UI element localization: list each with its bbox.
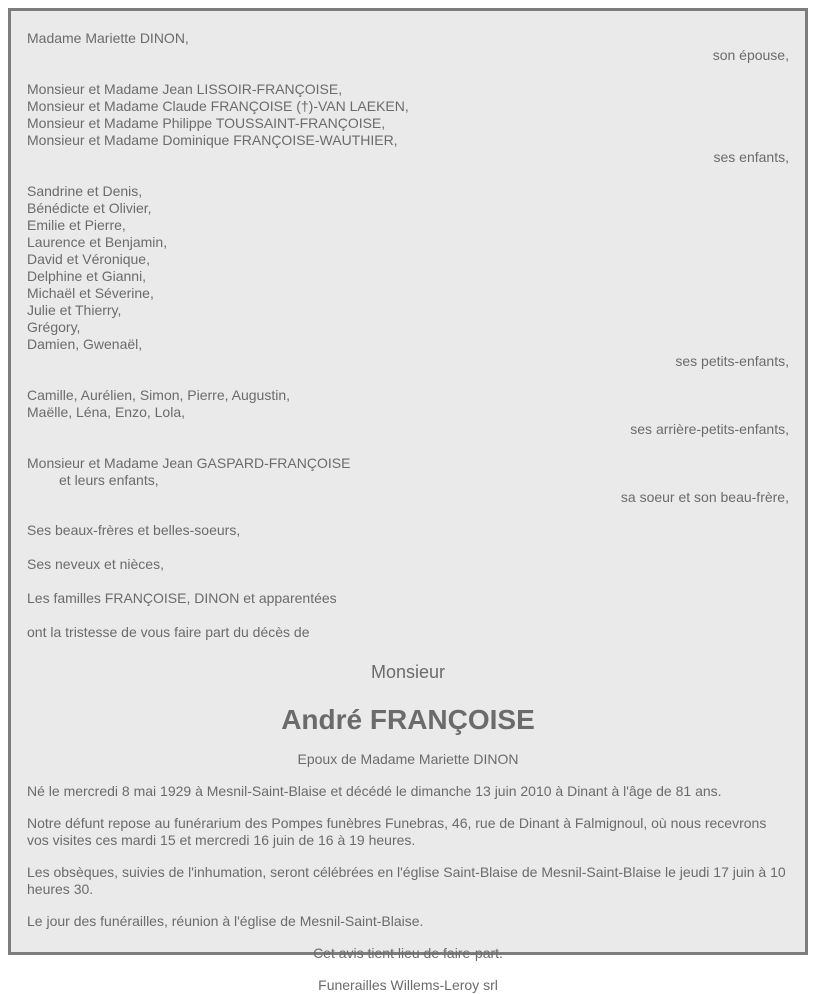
grandchild-line: Grégory, [27, 319, 81, 335]
birth-death-paragraph: Né le mercredi 8 mai 1929 à Mesnil-Saint-Blaise et décédé le dimanche 13 juin 2010 à Dinant à l'âge de 81 ans. [27, 783, 722, 799]
children-role: ses enfants, [713, 149, 789, 165]
reunion-paragraph: Le jour des funérailles, réunion à l'église de Mesnil-Saint-Blaise. [27, 913, 424, 929]
intro-line: ont la tristesse de vous faire part du décès de [27, 624, 310, 640]
child-line: Monsieur et Madame Philippe TOUSSAINT-FRANÇOISE, [27, 115, 386, 131]
grandchild-line: David et Véronique, [27, 251, 150, 267]
families-line: Les familles FRANÇOISE, DINON et apparentées [27, 590, 337, 606]
deceased-name: André FRANÇOISE [281, 704, 535, 735]
deceased-title: Monsieur [370, 662, 446, 682]
grandchildren-role: ses petits-enfants, [675, 353, 789, 369]
undertaker-line: Funerailles Willems-Leroy srl [318, 977, 498, 993]
obituary-content [27, 30, 789, 994]
in-laws-line: Ses beaux-frères et belles-soeurs, [27, 522, 241, 538]
sister-role: sa soeur et son beau-frère, [620, 489, 789, 505]
deceased-spouse-line: Epoux de Madame Mariette DINON [297, 751, 519, 767]
great-grandchild-line: Maëlle, Léna, Enzo, Lola, [27, 404, 185, 420]
grandchild-line: Delphine et Gianni, [27, 268, 147, 284]
notice-line: Cet avis tient lieu de faire-part. [313, 945, 503, 961]
grandchild-line: Damien, Gwenaël, [27, 336, 143, 352]
great-grandchild-line: Camille, Aurélien, Simon, Pierre, Augustin, [27, 387, 291, 403]
sister-line: Monsieur et Madame Jean GASPARD-FRANÇOISE [27, 455, 351, 471]
grandchild-line: Emilie et Pierre, [27, 217, 126, 233]
grandchild-line: Bénédicte et Olivier, [27, 200, 152, 216]
grandchild-line: Michaël et Séverine, [27, 285, 154, 301]
funerarium-paragraph: Notre défunt repose au funérarium des Pompes funèbres Funebras, 46, rue de Dinant à Falmignoul, où nous recevrons vos visites ces mardi 15 et mercredi 16 juin de 16 à 19 heures. [27, 815, 767, 848]
child-line: Monsieur et Madame Claude FRANÇOISE (†)-VAN LAEKEN, [27, 98, 409, 114]
grandchild-line: Laurence et Benjamin, [27, 234, 168, 250]
great-grandchildren-role: ses arrière-petits-enfants, [630, 421, 789, 437]
spouse-role: son épouse, [712, 47, 789, 63]
nephews-line: Ses neveux et nièces, [27, 556, 164, 572]
obsequies-paragraph: Les obsèques, suivies de l'inhumation, seront célébrées en l'église Saint-Blaise de Mesnil-Saint-Blaise le jeudi 17 juin à 10 heures 30. [27, 864, 786, 897]
spouse-name: Madame Mariette DINON, [27, 30, 189, 46]
grandchild-line: Julie et Thierry, [27, 302, 122, 318]
grandchild-line: Sandrine et Denis, [27, 183, 143, 199]
sister-children-line: et leurs enfants, [59, 472, 159, 488]
child-line: Monsieur et Madame Dominique FRANÇOISE-WAUTHIER, [27, 132, 398, 148]
obituary-card [8, 8, 808, 993]
child-line: Monsieur et Madame Jean LISSOIR-FRANÇOISE, [27, 81, 343, 97]
